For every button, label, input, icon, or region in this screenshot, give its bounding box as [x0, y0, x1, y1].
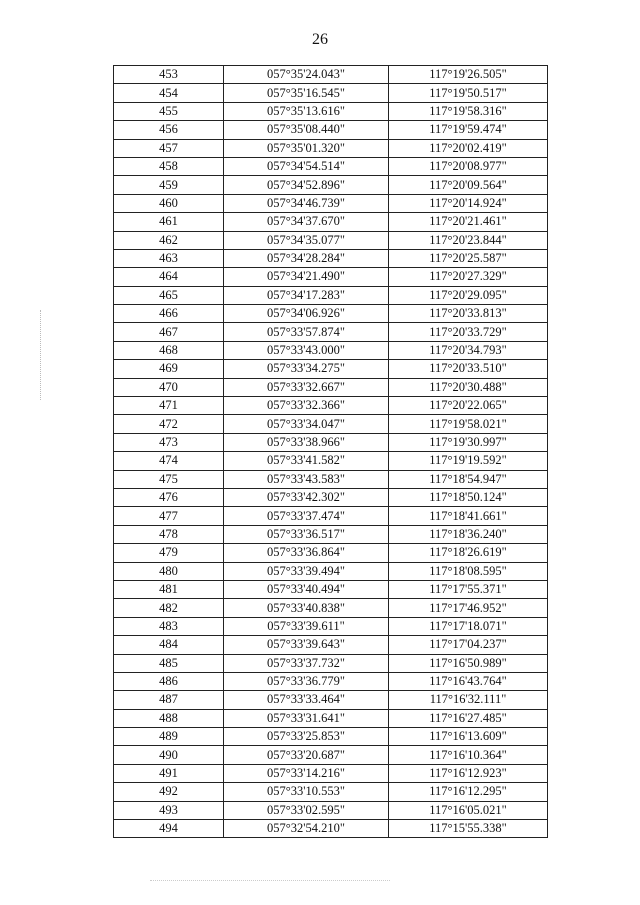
- table-row: [114, 213, 548, 231]
- longitude-cell: 117°19'50.517": [389, 84, 548, 102]
- table-row: [114, 157, 548, 175]
- latitude-cell: 057°33'41.582": [224, 452, 389, 470]
- latitude-cell: 057°34'52.896": [224, 176, 389, 194]
- table-row: [114, 820, 548, 838]
- table-row: [114, 599, 548, 617]
- point-number-cell: 471: [114, 397, 224, 415]
- coordinates-table-body: [114, 66, 548, 838]
- longitude-cell: 117°20'33.813": [389, 305, 548, 323]
- longitude-cell: 117°16'10.364": [389, 746, 548, 764]
- point-number-cell: 459: [114, 176, 224, 194]
- point-number-cell: 463: [114, 249, 224, 267]
- table-row: [114, 470, 548, 488]
- latitude-cell: 057°35'24.043": [224, 66, 389, 84]
- point-number-cell: 468: [114, 341, 224, 359]
- latitude-cell: 057°33'36.517": [224, 525, 389, 543]
- latitude-cell: 057°35'01.320": [224, 139, 389, 157]
- table-row: [114, 746, 548, 764]
- point-number-cell: 492: [114, 783, 224, 801]
- point-number-cell: 479: [114, 544, 224, 562]
- latitude-cell: 057°33'57.874": [224, 323, 389, 341]
- longitude-cell: 117°20'09.564": [389, 176, 548, 194]
- longitude-cell: 117°15'55.338": [389, 820, 548, 838]
- table-row: [114, 378, 548, 396]
- table-row: [114, 176, 548, 194]
- point-number-cell: 488: [114, 709, 224, 727]
- point-number-cell: 486: [114, 672, 224, 690]
- latitude-cell: 057°33'34.047": [224, 415, 389, 433]
- table-row: [114, 544, 548, 562]
- table-row: [114, 268, 548, 286]
- point-number-cell: 475: [114, 470, 224, 488]
- point-number-cell: 464: [114, 268, 224, 286]
- longitude-cell: 117°16'05.021": [389, 801, 548, 819]
- longitude-cell: 117°18'08.595": [389, 562, 548, 580]
- table-row: [114, 102, 548, 120]
- table-row: [114, 305, 548, 323]
- point-number-cell: 467: [114, 323, 224, 341]
- latitude-cell: 057°33'37.732": [224, 654, 389, 672]
- point-number-cell: 476: [114, 488, 224, 506]
- table-row: [114, 764, 548, 782]
- table-row: [114, 249, 548, 267]
- latitude-cell: 057°33'32.667": [224, 378, 389, 396]
- longitude-cell: 117°20'02.419": [389, 139, 548, 157]
- longitude-cell: 117°19'58.021": [389, 415, 548, 433]
- longitude-cell: 117°20'25.587": [389, 249, 548, 267]
- latitude-cell: 057°35'13.616": [224, 102, 389, 120]
- scan-bottom-rule: [150, 880, 390, 881]
- latitude-cell: 057°33'20.687": [224, 746, 389, 764]
- point-number-cell: 490: [114, 746, 224, 764]
- point-number-cell: 489: [114, 728, 224, 746]
- table-row: [114, 728, 548, 746]
- latitude-cell: 057°33'37.474": [224, 507, 389, 525]
- latitude-cell: 057°33'43.583": [224, 470, 389, 488]
- longitude-cell: 117°20'21.461": [389, 213, 548, 231]
- longitude-cell: 117°16'12.295": [389, 783, 548, 801]
- table-row: [114, 636, 548, 654]
- point-number-cell: 482: [114, 599, 224, 617]
- longitude-cell: 117°20'08.977": [389, 157, 548, 175]
- point-number-cell: 478: [114, 525, 224, 543]
- point-number-cell: 472: [114, 415, 224, 433]
- point-number-cell: 453: [114, 66, 224, 84]
- longitude-cell: 117°20'33.729": [389, 323, 548, 341]
- table-row: [114, 194, 548, 212]
- longitude-cell: 117°20'30.488": [389, 378, 548, 396]
- longitude-cell: 117°19'58.316": [389, 102, 548, 120]
- table-row: [114, 341, 548, 359]
- table-row: [114, 433, 548, 451]
- longitude-cell: 117°16'50.989": [389, 654, 548, 672]
- longitude-cell: 117°19'26.505": [389, 66, 548, 84]
- longitude-cell: 117°20'33.510": [389, 360, 548, 378]
- latitude-cell: 057°35'08.440": [224, 121, 389, 139]
- table-row: [114, 231, 548, 249]
- table-row: [114, 783, 548, 801]
- latitude-cell: 057°33'10.553": [224, 783, 389, 801]
- longitude-cell: 117°20'29.095": [389, 286, 548, 304]
- latitude-cell: 057°33'43.000": [224, 341, 389, 359]
- point-number-cell: 481: [114, 580, 224, 598]
- table-row: [114, 139, 548, 157]
- longitude-cell: 117°20'23.844": [389, 231, 548, 249]
- table-row: [114, 672, 548, 690]
- longitude-cell: 117°20'14.924": [389, 194, 548, 212]
- latitude-cell: 057°33'40.494": [224, 580, 389, 598]
- latitude-cell: 057°33'38.966": [224, 433, 389, 451]
- point-number-cell: 466: [114, 305, 224, 323]
- point-number-cell: 484: [114, 636, 224, 654]
- latitude-cell: 057°33'42.302": [224, 488, 389, 506]
- table-row: [114, 66, 548, 84]
- latitude-cell: 057°33'14.216": [224, 764, 389, 782]
- longitude-cell: 117°17'04.237": [389, 636, 548, 654]
- longitude-cell: 117°19'19.592": [389, 452, 548, 470]
- point-number-cell: 491: [114, 764, 224, 782]
- latitude-cell: 057°33'39.643": [224, 636, 389, 654]
- longitude-cell: 117°16'12.923": [389, 764, 548, 782]
- table-row: [114, 452, 548, 470]
- table-row: [114, 84, 548, 102]
- latitude-cell: 057°33'31.641": [224, 709, 389, 727]
- longitude-cell: 117°18'36.240": [389, 525, 548, 543]
- latitude-cell: 057°33'39.611": [224, 617, 389, 635]
- table-row: [114, 121, 548, 139]
- table-row: [114, 507, 548, 525]
- point-number-cell: 493: [114, 801, 224, 819]
- point-number-cell: 477: [114, 507, 224, 525]
- point-number-cell: 487: [114, 691, 224, 709]
- latitude-cell: 057°34'28.284": [224, 249, 389, 267]
- latitude-cell: 057°33'40.838": [224, 599, 389, 617]
- longitude-cell: 117°18'50.124": [389, 488, 548, 506]
- longitude-cell: 117°20'34.793": [389, 341, 548, 359]
- latitude-cell: 057°33'39.494": [224, 562, 389, 580]
- table-row: [114, 286, 548, 304]
- table-row: [114, 654, 548, 672]
- latitude-cell: 057°33'25.853": [224, 728, 389, 746]
- coordinates-table: [113, 65, 548, 838]
- table-row: [114, 525, 548, 543]
- latitude-cell: 057°35'16.545": [224, 84, 389, 102]
- latitude-cell: 057°33'32.366": [224, 397, 389, 415]
- point-number-cell: 460: [114, 194, 224, 212]
- longitude-cell: 117°16'32.111": [389, 691, 548, 709]
- point-number-cell: 458: [114, 157, 224, 175]
- latitude-cell: 057°34'46.739": [224, 194, 389, 212]
- point-number-cell: 462: [114, 231, 224, 249]
- longitude-cell: 117°17'55.371": [389, 580, 548, 598]
- point-number-cell: 470: [114, 378, 224, 396]
- longitude-cell: 117°17'18.071": [389, 617, 548, 635]
- longitude-cell: 117°17'46.952": [389, 599, 548, 617]
- longitude-cell: 117°18'54.947": [389, 470, 548, 488]
- longitude-cell: 117°16'13.609": [389, 728, 548, 746]
- scan-edge-dots: [40, 310, 42, 400]
- point-number-cell: 455: [114, 102, 224, 120]
- longitude-cell: 117°18'26.619": [389, 544, 548, 562]
- table-row: [114, 580, 548, 598]
- table-row: [114, 801, 548, 819]
- longitude-cell: 117°20'22.065": [389, 397, 548, 415]
- point-number-cell: 456: [114, 121, 224, 139]
- latitude-cell: 057°34'35.077": [224, 231, 389, 249]
- point-number-cell: 457: [114, 139, 224, 157]
- latitude-cell: 057°34'37.670": [224, 213, 389, 231]
- page-number: 26: [312, 31, 328, 48]
- longitude-cell: 117°16'27.485": [389, 709, 548, 727]
- longitude-cell: 117°18'41.661": [389, 507, 548, 525]
- point-number-cell: 480: [114, 562, 224, 580]
- point-number-cell: 469: [114, 360, 224, 378]
- longitude-cell: 117°19'59.474": [389, 121, 548, 139]
- point-number-cell: 473: [114, 433, 224, 451]
- point-number-cell: 483: [114, 617, 224, 635]
- latitude-cell: 057°33'36.779": [224, 672, 389, 690]
- latitude-cell: 057°34'17.283": [224, 286, 389, 304]
- latitude-cell: 057°33'33.464": [224, 691, 389, 709]
- table-row: [114, 709, 548, 727]
- table-row: [114, 691, 548, 709]
- longitude-cell: 117°20'27.329": [389, 268, 548, 286]
- latitude-cell: 057°34'06.926": [224, 305, 389, 323]
- point-number-cell: 465: [114, 286, 224, 304]
- table-row: [114, 617, 548, 635]
- latitude-cell: 057°33'02.595": [224, 801, 389, 819]
- table-row: [114, 488, 548, 506]
- latitude-cell: 057°34'54.514": [224, 157, 389, 175]
- latitude-cell: 057°34'21.490": [224, 268, 389, 286]
- latitude-cell: 057°32'54.210": [224, 820, 389, 838]
- table-row: [114, 323, 548, 341]
- point-number-cell: 485: [114, 654, 224, 672]
- point-number-cell: 454: [114, 84, 224, 102]
- longitude-cell: 117°19'30.997": [389, 433, 548, 451]
- point-number-cell: 474: [114, 452, 224, 470]
- table-row: [114, 415, 548, 433]
- latitude-cell: 057°33'36.864": [224, 544, 389, 562]
- point-number-cell: 461: [114, 213, 224, 231]
- longitude-cell: 117°16'43.764": [389, 672, 548, 690]
- table-row: [114, 397, 548, 415]
- latitude-cell: 057°33'34.275": [224, 360, 389, 378]
- table-row: [114, 562, 548, 580]
- point-number-cell: 494: [114, 820, 224, 838]
- table-row: [114, 360, 548, 378]
